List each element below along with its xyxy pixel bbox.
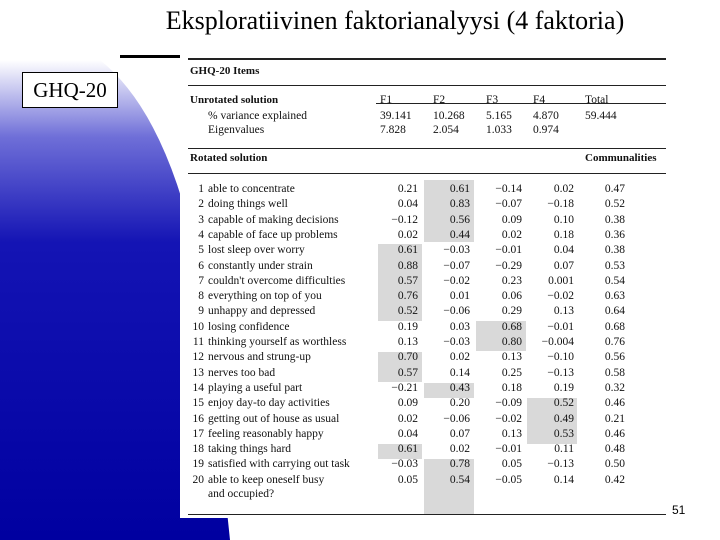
loading-f4: −0.01 [547, 320, 574, 333]
loading-f1: 0.21 [397, 183, 418, 195]
rule-top [188, 58, 666, 60]
loading-f4: 0.53 [553, 427, 574, 440]
eigen-f4: 0.974 [533, 124, 559, 136]
loading-f2: 0.02 [449, 443, 470, 456]
item-number: 7 [198, 274, 204, 287]
factor-table [180, 52, 668, 518]
rule-below-eigenvalues [188, 148, 666, 149]
item-number: 5 [198, 244, 204, 257]
loading-f2: 0.44 [449, 228, 470, 241]
loading-f4: 0.10 [553, 213, 574, 226]
item-number: 19 [192, 458, 204, 471]
loading-f3: −0.02 [495, 412, 522, 425]
item-label: getting out of house as usual [208, 412, 340, 425]
item-number: 17 [192, 427, 204, 440]
loading-f1: 0.57 [397, 366, 418, 379]
loading-h: 0.54 [604, 274, 625, 287]
loading-f3: −0.05 [495, 473, 522, 486]
header-f1: F1 [380, 94, 393, 106]
loading-f3: −0.07 [495, 198, 522, 211]
loading-f4: −0.004 [541, 336, 574, 348]
loading-f1: 0.61 [397, 244, 418, 257]
loading-h: 0.36 [604, 228, 625, 241]
header-f4: F4 [533, 94, 546, 106]
loading-f3: 0.05 [501, 458, 522, 471]
loading-f3: 0.68 [501, 320, 522, 333]
loading-h: 0.63 [604, 290, 625, 303]
item-label: feeling reasonably happy [208, 427, 324, 440]
loading-f3: 0.09 [501, 213, 522, 226]
slide-title: Eksploratiivinen faktorianalyysi (4 faktoria) [165, 6, 625, 35]
loading-f1: 0.02 [397, 228, 418, 241]
loading-f1: 0.04 [397, 198, 418, 211]
loading-f4: 0.14 [553, 473, 574, 486]
loading-f4: 0.52 [553, 397, 574, 410]
loading-f2: 0.78 [449, 458, 470, 471]
item-label: nerves too bad [208, 366, 276, 379]
rotated-label: Rotated solution [190, 152, 268, 164]
loading-f3: 0.25 [501, 366, 522, 379]
loading-h: 0.58 [604, 366, 625, 379]
loading-f2: 0.14 [449, 366, 470, 379]
loading-f3: −0.01 [495, 443, 522, 456]
loading-f4: 0.07 [553, 259, 574, 272]
loading-h: 0.68 [604, 320, 625, 333]
loading-f3: 0.80 [501, 336, 522, 348]
loading-f1: −0.12 [391, 213, 418, 226]
item-number: 1 [198, 183, 204, 195]
loading-f2: 0.83 [449, 198, 470, 211]
item-number: 8 [198, 290, 204, 303]
loading-h: 0.21 [604, 412, 625, 425]
loading-f4: 0.19 [553, 381, 574, 394]
item-label: thinking yourself as worthless [208, 336, 347, 348]
item-number: 9 [198, 305, 204, 318]
loading-f4: 0.04 [553, 244, 574, 257]
variance-f1: 39.141 [380, 110, 412, 122]
loading-h: 0.42 [604, 473, 625, 486]
loading-f4: 0.13 [553, 305, 574, 318]
loading-f1: 0.57 [397, 274, 418, 287]
table-title: GHQ-20 Items [190, 65, 260, 77]
loading-h: 0.56 [604, 351, 625, 364]
item-number: 15 [192, 397, 204, 410]
loading-f1: 0.76 [397, 290, 418, 303]
loading-h: 0.38 [604, 244, 625, 257]
loading-f3: −0.14 [495, 183, 522, 195]
item-label: couldn't overcome difficulties [208, 274, 346, 287]
loading-f1: 0.04 [397, 427, 418, 440]
item-number: 11 [192, 336, 204, 348]
loading-f2: 0.02 [449, 351, 470, 364]
item-label: everything on top of you [208, 290, 322, 303]
loading-f2: −0.07 [443, 259, 470, 272]
loading-f2: 0.01 [449, 290, 470, 303]
loading-f2: 0.61 [449, 183, 470, 195]
loading-h: 0.48 [604, 443, 625, 456]
eigen-label: Eigenvalues [208, 124, 265, 136]
rule-below-title [188, 85, 666, 86]
loading-f4: −0.02 [547, 290, 574, 303]
item-label: nervous and strung-up [208, 351, 311, 364]
loading-f1: 0.61 [397, 443, 418, 456]
item-label: able to keep oneself busy [208, 473, 325, 486]
loading-f4: −0.10 [547, 351, 574, 364]
item-label: capable of face up problems [208, 228, 338, 241]
loading-h: 0.46 [604, 397, 625, 410]
eigen-f1: 7.828 [380, 124, 406, 136]
loading-f3: −0.29 [495, 259, 522, 272]
item-label: constantly under strain [208, 259, 313, 272]
loading-h: 0.64 [604, 305, 625, 318]
item-label: playing a useful part [208, 381, 303, 394]
loading-f2: 0.56 [449, 213, 470, 226]
item-number: 13 [192, 366, 204, 379]
loading-f1: 0.19 [397, 320, 418, 333]
loading-f4: −0.13 [547, 366, 574, 379]
loading-f4: 0.02 [553, 183, 574, 195]
loading-f3: 0.13 [501, 351, 522, 364]
item-number: 20 [192, 473, 204, 486]
loading-f1: 0.02 [397, 412, 418, 425]
item-label: able to concentrate [208, 183, 295, 195]
item-label: enjoy day-to day activities [208, 397, 330, 410]
loading-f3: 0.02 [501, 228, 522, 241]
loading-f2: 0.43 [449, 381, 470, 394]
item-number: 4 [198, 228, 204, 241]
rule-bottom [188, 514, 666, 515]
item-number: 18 [192, 443, 204, 456]
loading-f1: 0.70 [397, 351, 418, 364]
header-f2: F2 [433, 94, 446, 106]
item-label: satisfied with carrying out task [208, 458, 350, 471]
loading-f3: −0.09 [495, 397, 522, 410]
loading-f1: 0.05 [397, 473, 418, 486]
loading-f1: −0.03 [391, 458, 418, 471]
item-number: 14 [192, 381, 204, 394]
variance-f2: 10.268 [433, 110, 465, 122]
rule-unrotated-header [376, 103, 666, 104]
header-f3: F3 [486, 94, 499, 106]
loading-f2: 0.54 [449, 473, 470, 486]
loading-f4: 0.18 [553, 228, 574, 241]
loading-f1: 0.52 [397, 305, 418, 318]
loading-f4: 0.001 [548, 274, 574, 287]
page-number: 51 [672, 503, 686, 517]
eigen-f2: 2.054 [433, 124, 459, 136]
loading-f3: 0.06 [501, 290, 522, 303]
unrotated-label: Unrotated solution [190, 94, 279, 106]
item-label: lost sleep over worry [208, 244, 305, 257]
item-label-continued: and occupied? [208, 487, 275, 500]
item-number: 10 [192, 320, 204, 333]
loading-h: 0.52 [604, 198, 625, 211]
loading-f4: 0.11 [554, 443, 574, 456]
ghq-label-box: GHQ-20 [22, 72, 118, 108]
loading-h: 0.53 [604, 259, 625, 272]
item-number: 12 [192, 351, 204, 364]
header-total: Total [585, 94, 609, 106]
item-label: taking things hard [208, 443, 292, 456]
loading-f2: −0.03 [443, 244, 470, 257]
loading-f4: 0.49 [553, 412, 574, 425]
loading-f3: 0.23 [501, 274, 522, 287]
variance-label: % variance explained [208, 110, 307, 122]
loading-f3: 0.29 [501, 305, 522, 318]
item-number: 3 [198, 213, 204, 226]
eigen-f3: 1.033 [486, 124, 512, 136]
loading-f1: 0.88 [397, 259, 418, 272]
loading-h: 0.50 [604, 458, 625, 471]
loading-h: 0.76 [604, 336, 625, 348]
loading-f2: 0.07 [449, 427, 470, 440]
loading-h: 0.47 [604, 183, 625, 195]
communalities-label: Communalities [585, 152, 657, 164]
loading-f3: 0.13 [501, 427, 522, 440]
loading-f2: 0.20 [449, 397, 470, 410]
item-label: doing things well [208, 198, 288, 211]
loading-h: 0.38 [604, 213, 625, 226]
loading-h: 0.32 [604, 381, 625, 394]
loading-f3: −0.01 [495, 244, 522, 257]
item-number: 6 [198, 259, 204, 272]
loading-f2: −0.06 [443, 412, 470, 425]
variance-f4: 4.870 [533, 110, 559, 122]
rule-rotated-header [188, 173, 666, 174]
loading-f3: 0.18 [501, 381, 522, 394]
variance-total: 59.444 [585, 110, 617, 122]
item-label: capable of making decisions [208, 213, 339, 226]
loading-f1: 0.13 [397, 336, 418, 348]
item-number: 2 [198, 198, 204, 211]
loading-h: 0.46 [604, 427, 625, 440]
loading-f2: −0.06 [443, 305, 470, 318]
loading-f1: −0.21 [391, 381, 418, 394]
item-number: 16 [192, 412, 204, 425]
loading-f2: −0.03 [443, 336, 470, 348]
loading-f2: −0.02 [443, 274, 470, 287]
variance-f3: 5.165 [486, 110, 512, 122]
item-label: losing confidence [208, 320, 290, 333]
loading-f1: 0.09 [397, 397, 418, 410]
loading-f2: 0.03 [449, 320, 470, 333]
loading-f4: −0.13 [547, 458, 574, 471]
item-label: unhappy and depressed [208, 305, 316, 318]
loading-f4: −0.18 [547, 198, 574, 211]
